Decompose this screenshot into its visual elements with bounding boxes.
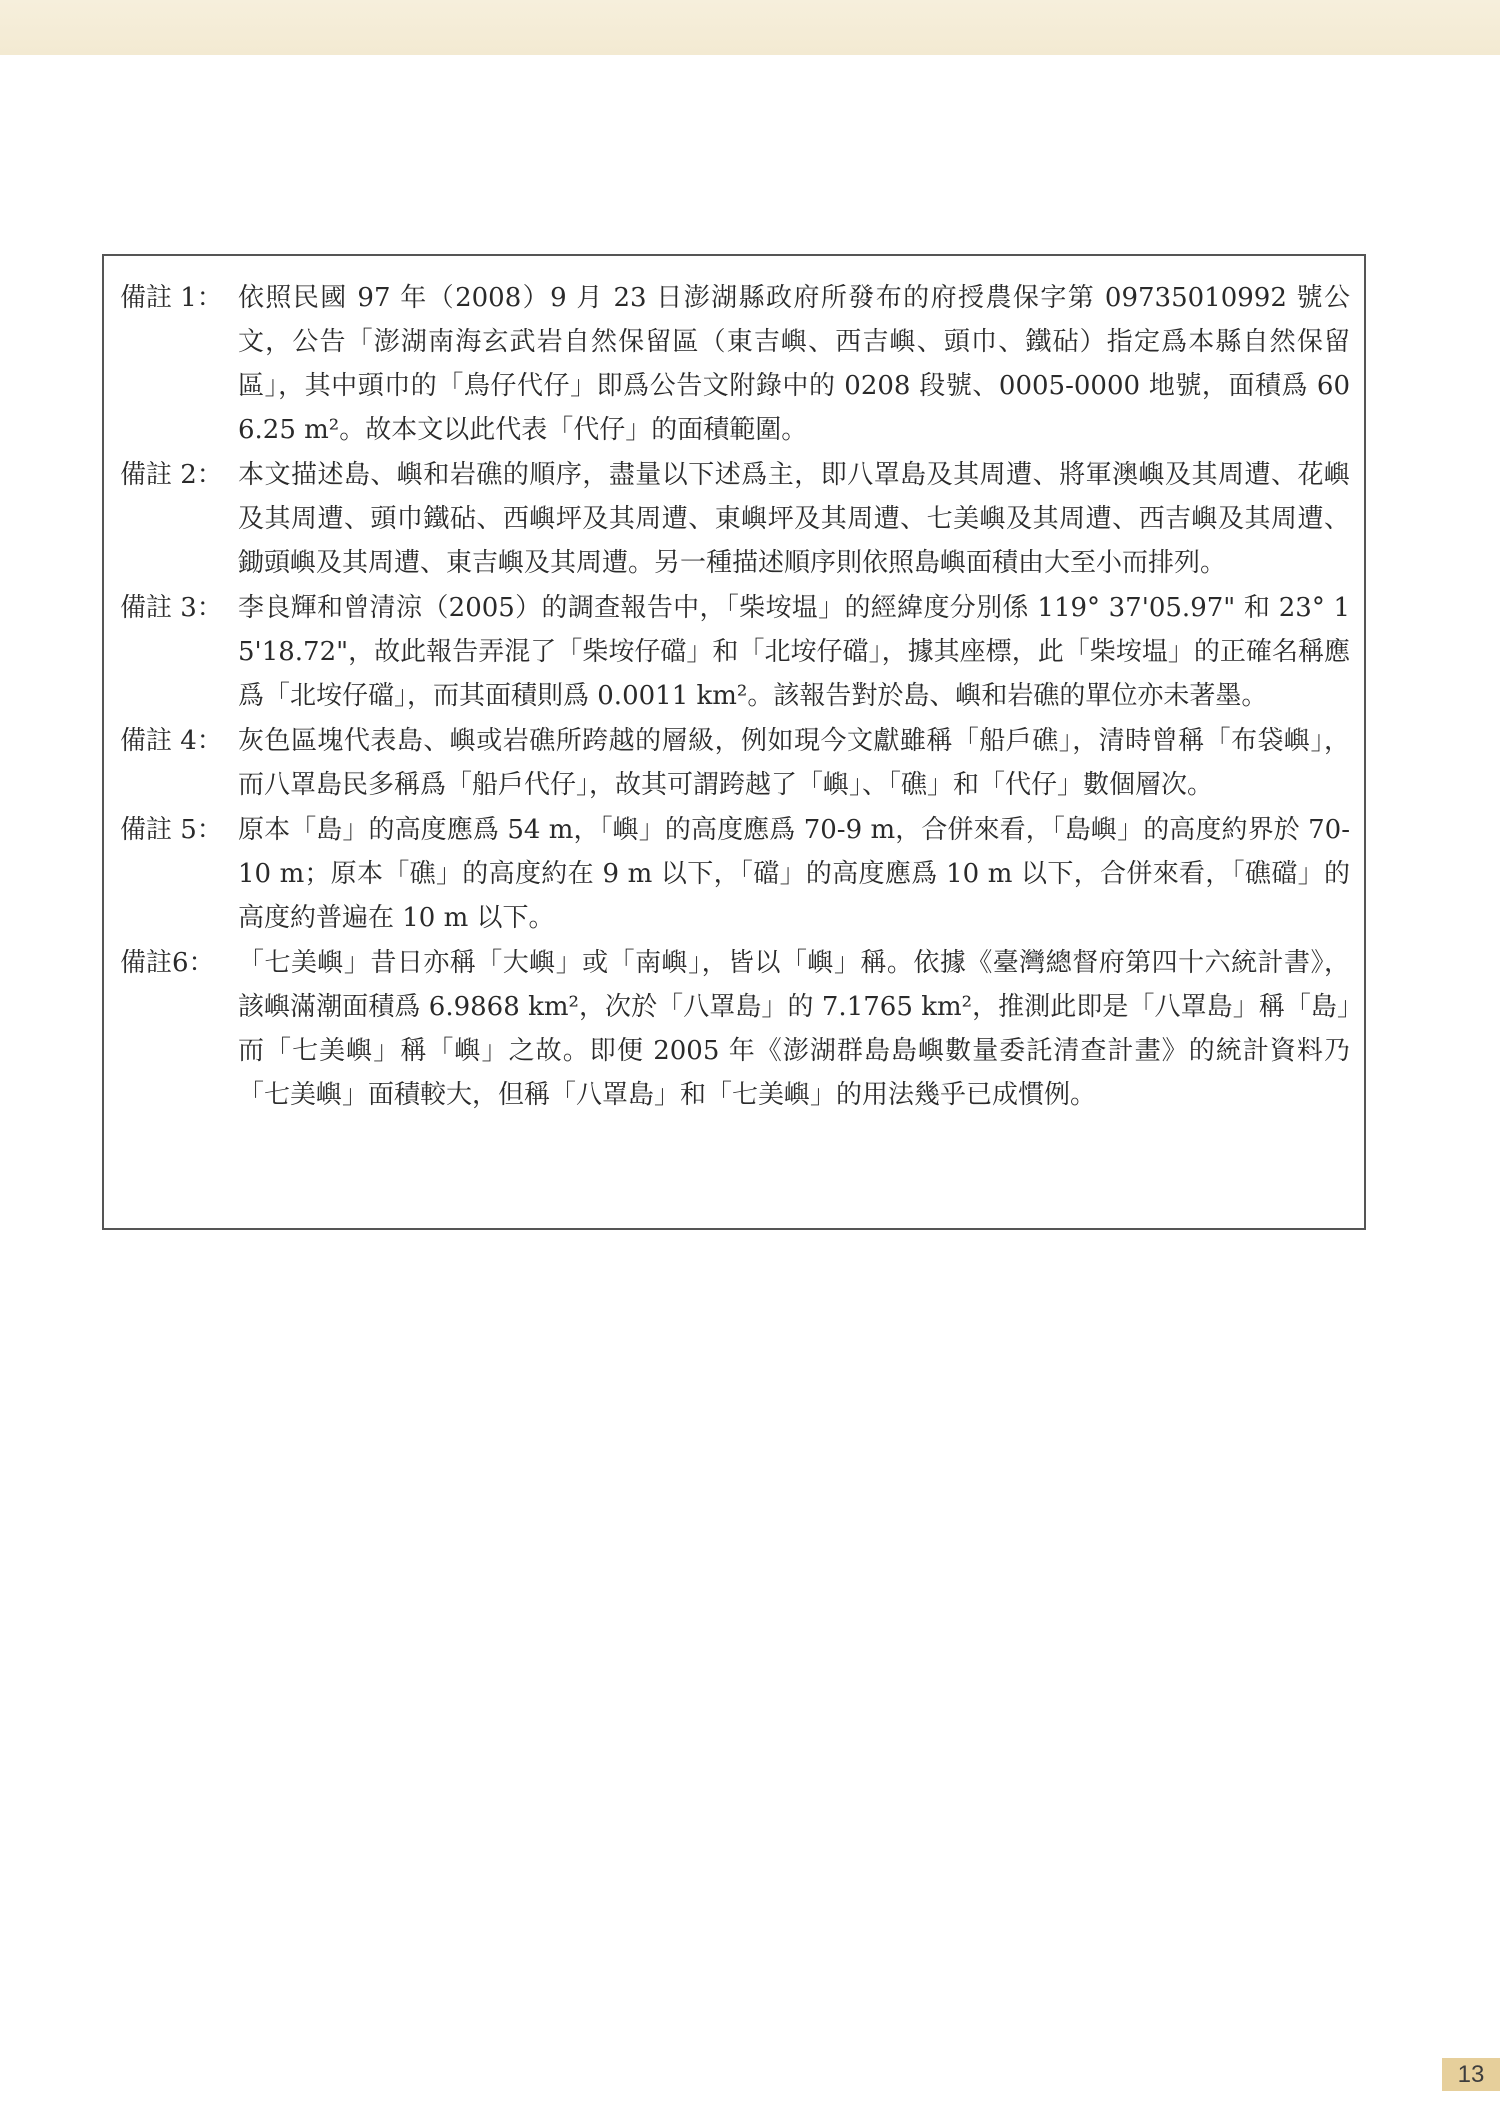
note-text: 灰色區塊代表島、嶼或岩礁所跨越的層級，例如現今文獻雖稱「船戶礁」，清時曾稱「布袋嶼」，而八罩島民多稱爲「船戶代仔」，故其可謂跨越了「嶼」、「礁」和「代仔」數個層次。 <box>238 726 1350 800</box>
note-4 <box>120 719 1350 807</box>
page-header-band <box>0 0 1500 55</box>
note-1 <box>120 276 1350 452</box>
note-label: 備註 3： <box>120 593 223 623</box>
note-text: 原本「島」的高度應爲 54 m，「嶼」的高度應爲 70-9 m，合併來看，「島嶼」的高度約界於 70-10 m；原本「礁」的高度約在 9 m 以下，「礑」的高度應爲 10 m 以下，合併來看，「礁礑」的高度約普遍在 10 m 以下。 <box>238 815 1350 933</box>
note-2 <box>120 453 1350 585</box>
note-5 <box>120 808 1350 940</box>
note-label: 備註 1： <box>120 283 223 313</box>
note-text: 依照民國 97 年（2008）9 月 23 日澎湖縣政府所發布的府授農保字第 09735010992 號公文，公告「澎湖南海玄武岩自然保留區（東吉嶼、西吉嶼、頭巾、鐵砧）指定爲本縣自然保留區」，其中頭巾的「鳥仔代仔」即爲公告文附錄中的 0208 段號、0005-0000 地號，面積爲 606.25 m²。故本文以此代表「代仔」的面積範圍。 <box>238 283 1350 445</box>
note-label: 備註6： <box>120 948 215 978</box>
notes-box <box>102 254 1366 1230</box>
note-6 <box>120 941 1350 1117</box>
note-text: 李良輝和曾清涼（2005）的調查報告中，「柴垵塭」的經緯度分別係 119° 37'05.97" 和 23° 15'18.72"，故此報告弄混了「柴垵仔礑」和「北垵仔礑」，據其座標，此「柴垵塭」的正確名稱應爲「北垵仔礑」，而其面積則爲 0.0011 km²。該報告對於島、嶼和岩礁的單位亦未著墨。 <box>238 593 1350 711</box>
note-label: 備註 5： <box>120 815 223 845</box>
note-text: 本文描述島、嶼和岩礁的順序，盡量以下述爲主，即八罩島及其周遭、將軍澳嶼及其周遭、花嶼及其周遭、頭巾鐵砧、西嶼坪及其周遭、東嶼坪及其周遭、七美嶼及其周遭、西吉嶼及其周遭、鋤頭嶼及其周遭、東吉嶼及其周遭。另一種描述順序則依照島嶼面積由大至小而排列。 <box>238 460 1350 578</box>
page-number: 13 <box>1442 2058 1500 2091</box>
note-label: 備註 2： <box>120 460 223 490</box>
note-label: 備註 4： <box>120 726 223 756</box>
note-3 <box>120 586 1350 718</box>
note-text: 「七美嶼」昔日亦稱「大嶼」或「南嶼」，皆以「嶼」稱。依據《臺灣總督府第四十六統計書》，該嶼滿潮面積爲 6.9868 km²，次於「八罩島」的 7.1765 km²，推測此即是「八罩島」稱「島」而「七美嶼」稱「嶼」之故。即便 2005 年《澎湖群島島嶼數量委託清查計畫》的統計資料乃「七美嶼」面積較大，但稱「八罩島」和「七美嶼」的用法幾乎已成慣例。 <box>238 948 1350 1110</box>
